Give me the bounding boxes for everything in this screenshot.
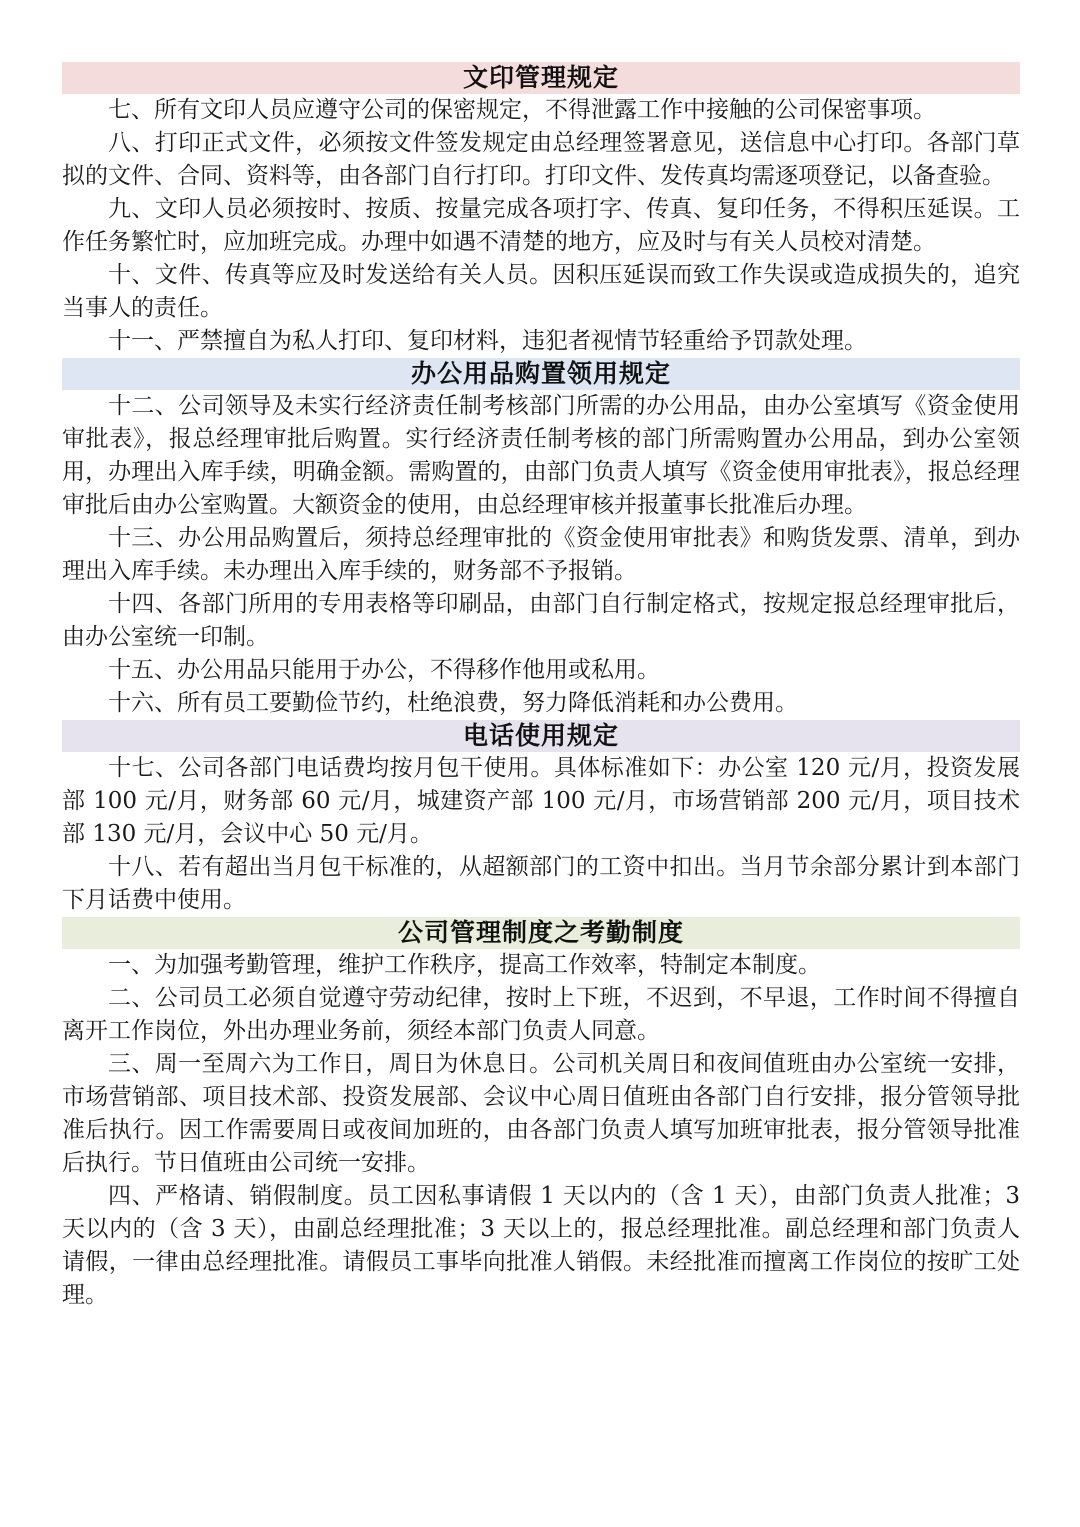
section-office-supplies-rules xyxy=(62,358,1020,720)
paragraph: 十三、办公用品购置后，须持总经理审批的《资金使用审批表》和购货发票、清单，到办理出入库手续。未办理出入库手续的，财务部不予报销。 xyxy=(62,525,1020,584)
section-telephone-rules xyxy=(62,720,1020,917)
paragraph: 十四、各部门所用的专用表格等印刷品，由部门自行制定格式，按规定报总经理审批后，由办公室统一印制。 xyxy=(62,591,1020,650)
paragraph: 十二、公司领导及未实行经济责任制考核部门所需的办公用品，由办公室填写《资金使用审批表》，报总经理审批后购置。实行经济责任制考核的部门所需购置办公用品，到办公室领用，办理出入库手续，明确金额。需购置的，由部门负责人填写《资金使用审批表》，报总经理审批后由办公室购置。大额资金的使用，由总经理审核并报董事长批准后办理。 xyxy=(62,393,1020,518)
section-attendance-rules xyxy=(62,917,1020,1312)
paragraph: 七、所有文印人员应遵守公司的保密规定，不得泄露工作中接触的公司保密事项。 xyxy=(108,97,936,123)
paragraph: 十七、公司各部门电话费均按月包干使用。具体标准如下：办公室 120 元/月，投资发展部 100 元/月，财务部 60 元/月，城建资产部 100 元/月，市场营销部 200 元/月，项目技术部 130 元/月，会议中心 50 元/月。 xyxy=(62,755,1020,847)
section-title: 办公用品购置领用规定 xyxy=(62,358,1020,390)
section-title: 文印管理规定 xyxy=(62,62,1020,94)
section-title: 公司管理制度之考勤制度 xyxy=(62,917,1020,949)
paragraph: 四、严格请、销假制度。员工因私事请假 1 天以内的（含 1 天），由部门负责人批准；3 天以内的（含 3 天），由副总经理批准；3 天以上的，报总经理批准。副总经理和部门负责人请假，一律由总经理批准。请假员工事毕向批准人销假。未经批准而擅离工作岗位的按旷工处理。 xyxy=(62,1183,1020,1308)
paragraph: 十六、所有员工要勤俭节约，杜绝浪费，努力降低消耗和办公费用。 xyxy=(108,690,798,716)
paragraph: 十八、若有超出当月包干标准的，从超额部门的工资中扣出。当月节余部分累计到本部门下月话费中使用。 xyxy=(62,854,1020,913)
section-printing-rules xyxy=(62,62,1020,358)
paragraph: 一、为加强考勤管理，维护工作秩序，提高工作效率，特制定本制度。 xyxy=(108,952,821,978)
paragraph: 十五、办公用品只能用于办公，不得移作他用或私用。 xyxy=(108,657,660,683)
paragraph: 九、文印人员必须按时、按质、按量完成各项打字、传真、复印任务，不得积压延误。工作任务繁忙时，应加班完成。办理中如遇不清楚的地方，应及时与有关人员校对清楚。 xyxy=(62,196,1020,255)
paragraph: 十、文件、传真等应及时发送给有关人员。因积压延误而致工作失误或造成损失的，追究当事人的责任。 xyxy=(62,262,1020,321)
paragraph: 二、公司员工必须自觉遵守劳动纪律，按时上下班，不迟到，不早退，工作时间不得擅自离开工作岗位，外出办理业务前，须经本部门负责人同意。 xyxy=(62,985,1020,1044)
document-page xyxy=(62,62,1020,1312)
paragraph: 三、周一至周六为工作日，周日为休息日。公司机关周日和夜间值班由办公室统一安排，市场营销部、项目技术部、投资发展部、会议中心周日值班由各部门自行安排，报分管领导批准后执行。因工作需要周日或夜间加班的，由各部门负责人填写加班审批表，报分管领导批准后执行。节日值班由公司统一安排。 xyxy=(62,1051,1020,1176)
section-title: 电话使用规定 xyxy=(62,720,1020,752)
paragraph: 八、打印正式文件，必须按文件签发规定由总经理签署意见，送信息中心打印。各部门草拟的文件、合同、资料等，由各部门自行打印。打印文件、发传真均需逐项登记，以备查验。 xyxy=(62,130,1020,189)
paragraph: 十一、严禁擅自为私人打印、复印材料，违犯者视情节轻重给予罚款处理。 xyxy=(108,328,867,354)
